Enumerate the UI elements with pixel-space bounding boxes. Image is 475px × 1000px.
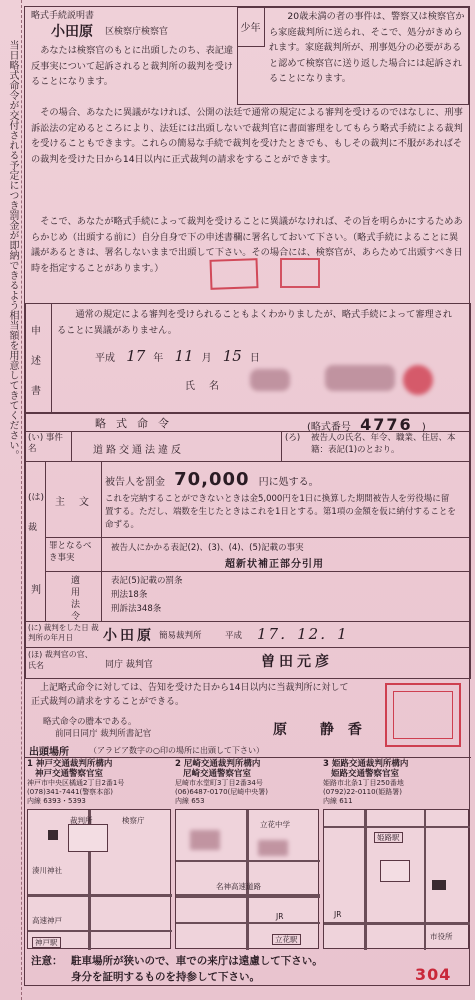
redacted-name xyxy=(325,365,395,391)
office-address: 神戸市中央区橘通2丁目2番1号 xyxy=(27,779,125,787)
office-stamp xyxy=(280,258,320,288)
statement-label: 申述書 xyxy=(31,326,41,397)
office-item-1 xyxy=(27,759,171,806)
office-ext: 内線 611 xyxy=(323,797,353,805)
map-label: 立花中学 xyxy=(260,820,290,829)
fine-amount: 70,000 xyxy=(174,469,250,490)
court-seal xyxy=(385,683,461,747)
map-label: JR xyxy=(276,912,284,921)
court-suffix: 簡易裁判所 xyxy=(159,631,202,641)
facts-handwritten: 超新状補正部分引用 xyxy=(225,559,324,570)
office-suffix: 区検察庁検察官 xyxy=(105,27,169,37)
law-line: 表記(5)記載の罰条 xyxy=(111,576,183,586)
office-name: 姫路交通裁判所構内 xyxy=(331,759,409,769)
fine-suffix: 円に処する。 xyxy=(258,477,319,488)
date-month-unit: 月 xyxy=(201,353,212,364)
footer-note-line1: 駐車場所が狭いので、車での来庁は遠慮して下さい。 xyxy=(71,955,323,967)
office-ext: 内線 6393・5393 xyxy=(27,797,86,805)
form-frame xyxy=(24,6,470,986)
court-name: 小田原 xyxy=(103,628,154,644)
map-label: 姫路駅 xyxy=(374,832,403,843)
juvenile-label: 少年 xyxy=(237,7,265,47)
judge-title: 同庁 裁判官 xyxy=(105,660,153,670)
clerk-text: 前同日同庁 裁判所書記官 xyxy=(55,729,152,739)
office-sub: 神戸交通警察官室 xyxy=(35,769,104,779)
map-label: 検察庁 xyxy=(122,816,145,825)
ro-label: (ろ) xyxy=(285,433,301,443)
office-tel: (0792)22-0110(姫路署) xyxy=(323,788,402,796)
order-number: 4776 xyxy=(360,415,413,434)
statement-date xyxy=(95,347,260,365)
ni-label: (に) 裁判をした日 裁判所の年月日 xyxy=(28,623,99,642)
copy-text: 略式命令の謄本である。 xyxy=(43,717,137,727)
explanation-para2: そこで、あなたが略式手続によって裁判を受けることに異議がなければ、その旨を明らかにするためあらかじめ（出頭する前に）自分自身で下の申述書欄に署名しておいて下さい。（略式手続によることに異議があるときは、署名しないままで出頭して下さい。その場合には、検察官が、あらためて出頭すべき日時を指定することがあります。） xyxy=(31,216,463,274)
office-ext: 内線 653 xyxy=(175,797,205,805)
stub-notice: 当日略式命令が交付される予定につき罰金が即納できるよう相当額を用意してきてください。 xyxy=(7,40,18,460)
tear-off-stub xyxy=(0,0,22,1000)
redacted-name xyxy=(250,369,290,391)
office-address: 尼崎市水堂町3丁目2番34号 xyxy=(175,779,263,787)
office-sub: 尼崎交通警察官室 xyxy=(183,769,252,779)
case-name: 道路交通法違反 xyxy=(93,445,184,456)
office-number: 1 xyxy=(27,759,33,769)
map-himeji xyxy=(323,809,469,949)
date-year: 17 xyxy=(126,347,146,365)
main-label: 主文 xyxy=(55,497,103,508)
clerk-name: 原 静香 xyxy=(273,722,376,738)
main-text: これを完納することができないときは金5,000円を1日に換算した期間被告人を労役場に留置する。ただし、端数を生じたときはこれを1日とする。第1項の金額を仮に納付することを命ずる。 xyxy=(105,494,456,530)
office-tel: (06)6487-0170(尼崎中央署) xyxy=(175,788,268,796)
date-year-unit: 年 xyxy=(153,353,164,364)
juvenile-text: 20歳未満の者の事件は、警察又は検察官から家庭裁判所に送られ、そこで、処分がきめられます。家庭裁判所が、刑事処分の必要があると認めて検察官に送り返した場合には起訴されることになります。 xyxy=(269,11,465,84)
ro-text: 被告人の氏名、年令、職業、住居、本籍：表記(1)のとおり。 xyxy=(311,433,456,455)
case-label: (い) 事件名 xyxy=(28,433,63,454)
office-sub: 姫路交通警察官室 xyxy=(331,769,400,779)
map-label: 神戸駅 xyxy=(32,937,61,948)
office-number: 3 xyxy=(323,759,329,769)
law-line: 刑法18条 xyxy=(111,590,148,600)
explanation-para1: その場合、あなたに異議がなければ、公開の法廷で通常の規定による審判を受けるのではなしに、刑事訴訟法の定めるところにより、法廷には出頭しないで裁判官に書面審理をしてもらう略式手続による裁判を受けることもできます。これらの簡易な手続で裁判を受けたときでも、もしその裁判に不服があればその裁判を受けた日から14日以内に正式裁判の請求をすることができます。 xyxy=(31,107,463,165)
map-kobe xyxy=(27,809,171,949)
law-line: 刑訴法348条 xyxy=(111,604,162,614)
fine-prefix: 被告人を罰金 xyxy=(105,477,165,488)
seal-mark xyxy=(403,365,433,395)
office-name: 尼崎交通裁判所構内 xyxy=(183,759,261,769)
offices-title: 出頭場所 xyxy=(29,747,69,758)
notice-text: 上記略式命令に対しては、告知を受けた日から14日以内に当裁判所に対して正式裁判の請求をすることができる。 xyxy=(31,683,349,707)
court-date: 17．12．1 xyxy=(257,625,349,643)
office-number: 2 xyxy=(175,759,181,769)
office-address: 姫路市北条1丁目250番地 xyxy=(323,779,404,787)
footer-note-label: 注意： xyxy=(31,955,63,967)
office-item-2 xyxy=(175,759,319,806)
statement-text: 通常の規定による審判を受けられることもよくわかりましたが、略式手続によって審理されることに異議がありません。 xyxy=(57,309,453,336)
name-label: 氏名 xyxy=(185,381,233,392)
fine-line xyxy=(105,469,319,490)
map-label: 立花駅 xyxy=(272,934,301,945)
date-day-unit: 日 xyxy=(249,353,260,364)
map-label: 裁判所 xyxy=(70,816,93,825)
court-date-prefix: 平成 xyxy=(225,631,243,641)
facts-text: 被告人にかかる表記(2)、(3)、(4)、(5)記載の事実 xyxy=(111,543,304,553)
office-name: 神戸交通裁判所構内 xyxy=(35,759,113,769)
map-label: JR xyxy=(334,910,342,919)
law-label: 適用法令 xyxy=(71,576,81,622)
ha-label: (は) 裁 xyxy=(28,493,45,533)
map-label: 名神高速道路 xyxy=(216,882,261,891)
facts-label: 罪となるべき事実 xyxy=(49,541,92,563)
map-amagasaki xyxy=(175,809,319,949)
law-side-label: 判 xyxy=(31,585,41,596)
map-label: 湊川神社 xyxy=(32,866,62,875)
law-lines xyxy=(111,574,183,616)
offices-note: （アラビア数字の○印の場所に出頭して下さい） xyxy=(89,746,264,755)
intro-text: あなたは検察官のもとに出頭したのち、表記違反事実について起訴されると裁判所の裁判を受けることになります。 xyxy=(31,45,234,87)
office-stamp xyxy=(209,258,258,290)
date-day: 15 xyxy=(222,347,242,365)
map-label: 高速神戸 xyxy=(32,916,62,925)
judge-name: 曽田元彦 xyxy=(261,654,333,670)
ho-label: (ほ) 裁判官の官、氏名 xyxy=(28,650,93,670)
order-title: 略式命令 xyxy=(95,417,179,430)
office-name: 小田原 xyxy=(51,24,93,40)
office-tel: (078)341-7441(警察本部) xyxy=(27,788,113,796)
form-title: 略式手続説明書 xyxy=(31,11,95,21)
order-number-label: (略式番号 xyxy=(307,422,351,433)
map-label: 市役所 xyxy=(430,932,453,941)
footer-note-line2: 身分を証明するものを持参して下さい。 xyxy=(71,971,260,983)
date-prefix: 平成 xyxy=(95,353,115,364)
date-month: 11 xyxy=(174,347,194,365)
serial-number: 304 xyxy=(415,965,452,984)
office-item-3 xyxy=(323,759,469,806)
order-number-close: ) xyxy=(421,422,426,433)
